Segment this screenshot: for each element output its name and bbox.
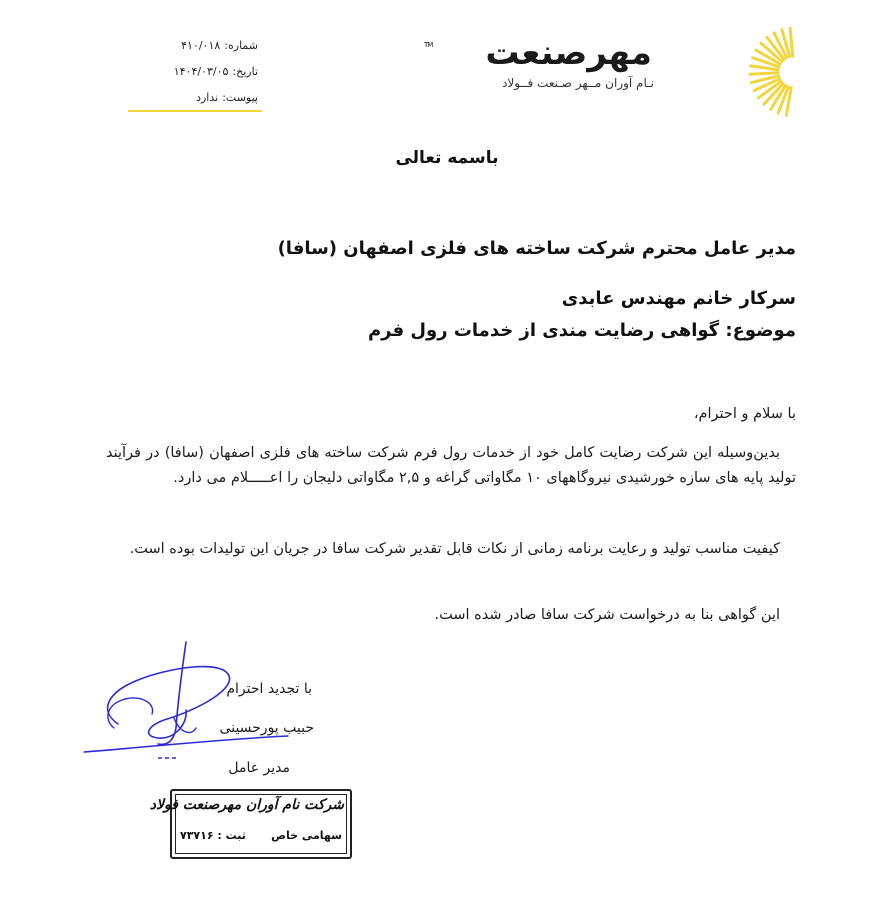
- subject-line: موضوع: گواهی رضایت مندی از خدمات رول فرم: [367, 320, 796, 341]
- letter-attachment-value: ندارد: [196, 91, 219, 104]
- sun-ray: [750, 73, 778, 75]
- signer-title: مدیر عامل: [228, 760, 290, 776]
- company-stamp: [149, 789, 352, 859]
- signer-name: حبیب پورحسینی: [219, 720, 314, 736]
- greeting: با سلام و احترام،: [693, 406, 796, 422]
- paragraph-2: [106, 537, 796, 562]
- letter-attachment-label: پیوست:: [222, 91, 258, 104]
- recipient: مدیر عامل محترم شرکت ساخته های فلزی اصفهان (سافا): [277, 238, 796, 259]
- handwritten-signature: [78, 640, 338, 770]
- stamp-company-type: سهامی خاص: [271, 829, 342, 842]
- paragraph-1-text: بدین‌وسیله این شرکت رضایت کامل خود از خدمات رول فرم شرکت ساخته های فلزی اصفهان (سافا) در فرآیند تولید پایه های سازه خورشیدی نیروگاههای ۱۰ مگاواتی گراغه و ۲,۵ مگاواتی دلیجان را اعـــــلام می دارد.: [106, 445, 796, 486]
- trademark-mark: TM: [424, 41, 433, 49]
- invocation: باسمه تعالی: [395, 148, 499, 168]
- attention-line: سرکار خانم مهندس عابدی: [561, 288, 796, 309]
- reference-divider: [128, 110, 262, 112]
- letter-date-value: ۱۴۰۴/۰۳/۰۵: [173, 65, 229, 78]
- paragraph-3-text: این گواهی بنا به درخواست شرکت سافا صادر شده است.: [434, 607, 780, 623]
- paragraph-3: [106, 603, 796, 628]
- letter-number-label: شماره:: [224, 39, 258, 52]
- letter-attachment: [128, 91, 258, 105]
- brand-tagline: نـام آوران مــهر صـنعت فــولاد: [502, 76, 654, 90]
- letter-number-value: ۴۱۰/۰۱۸: [181, 39, 221, 52]
- letter-number: [128, 39, 258, 53]
- brand-name-text: مهرصنعت: [485, 33, 652, 73]
- sun-rays-logo-icon: [666, 36, 796, 104]
- letter-date-label: تاریخ:: [232, 65, 258, 78]
- stamp-registration: ثبت : ۷۳۷۱۶: [180, 829, 246, 842]
- paragraph-1: [106, 441, 796, 491]
- stamp-company-name: شرکت نام آوران مهرصنعت فولاد: [149, 797, 344, 813]
- sun-ray: [790, 28, 792, 56]
- paragraph-2-text: کیفیت مناسب تولید و رعایت برنامه زمانی از نکات قابل تقدیر شرکت سافا در جریان این تولیدات بوده است.: [129, 541, 780, 557]
- brand-name: [424, 33, 652, 73]
- closing-line: با تجدید احترام: [226, 681, 312, 697]
- letter-date: [128, 65, 258, 79]
